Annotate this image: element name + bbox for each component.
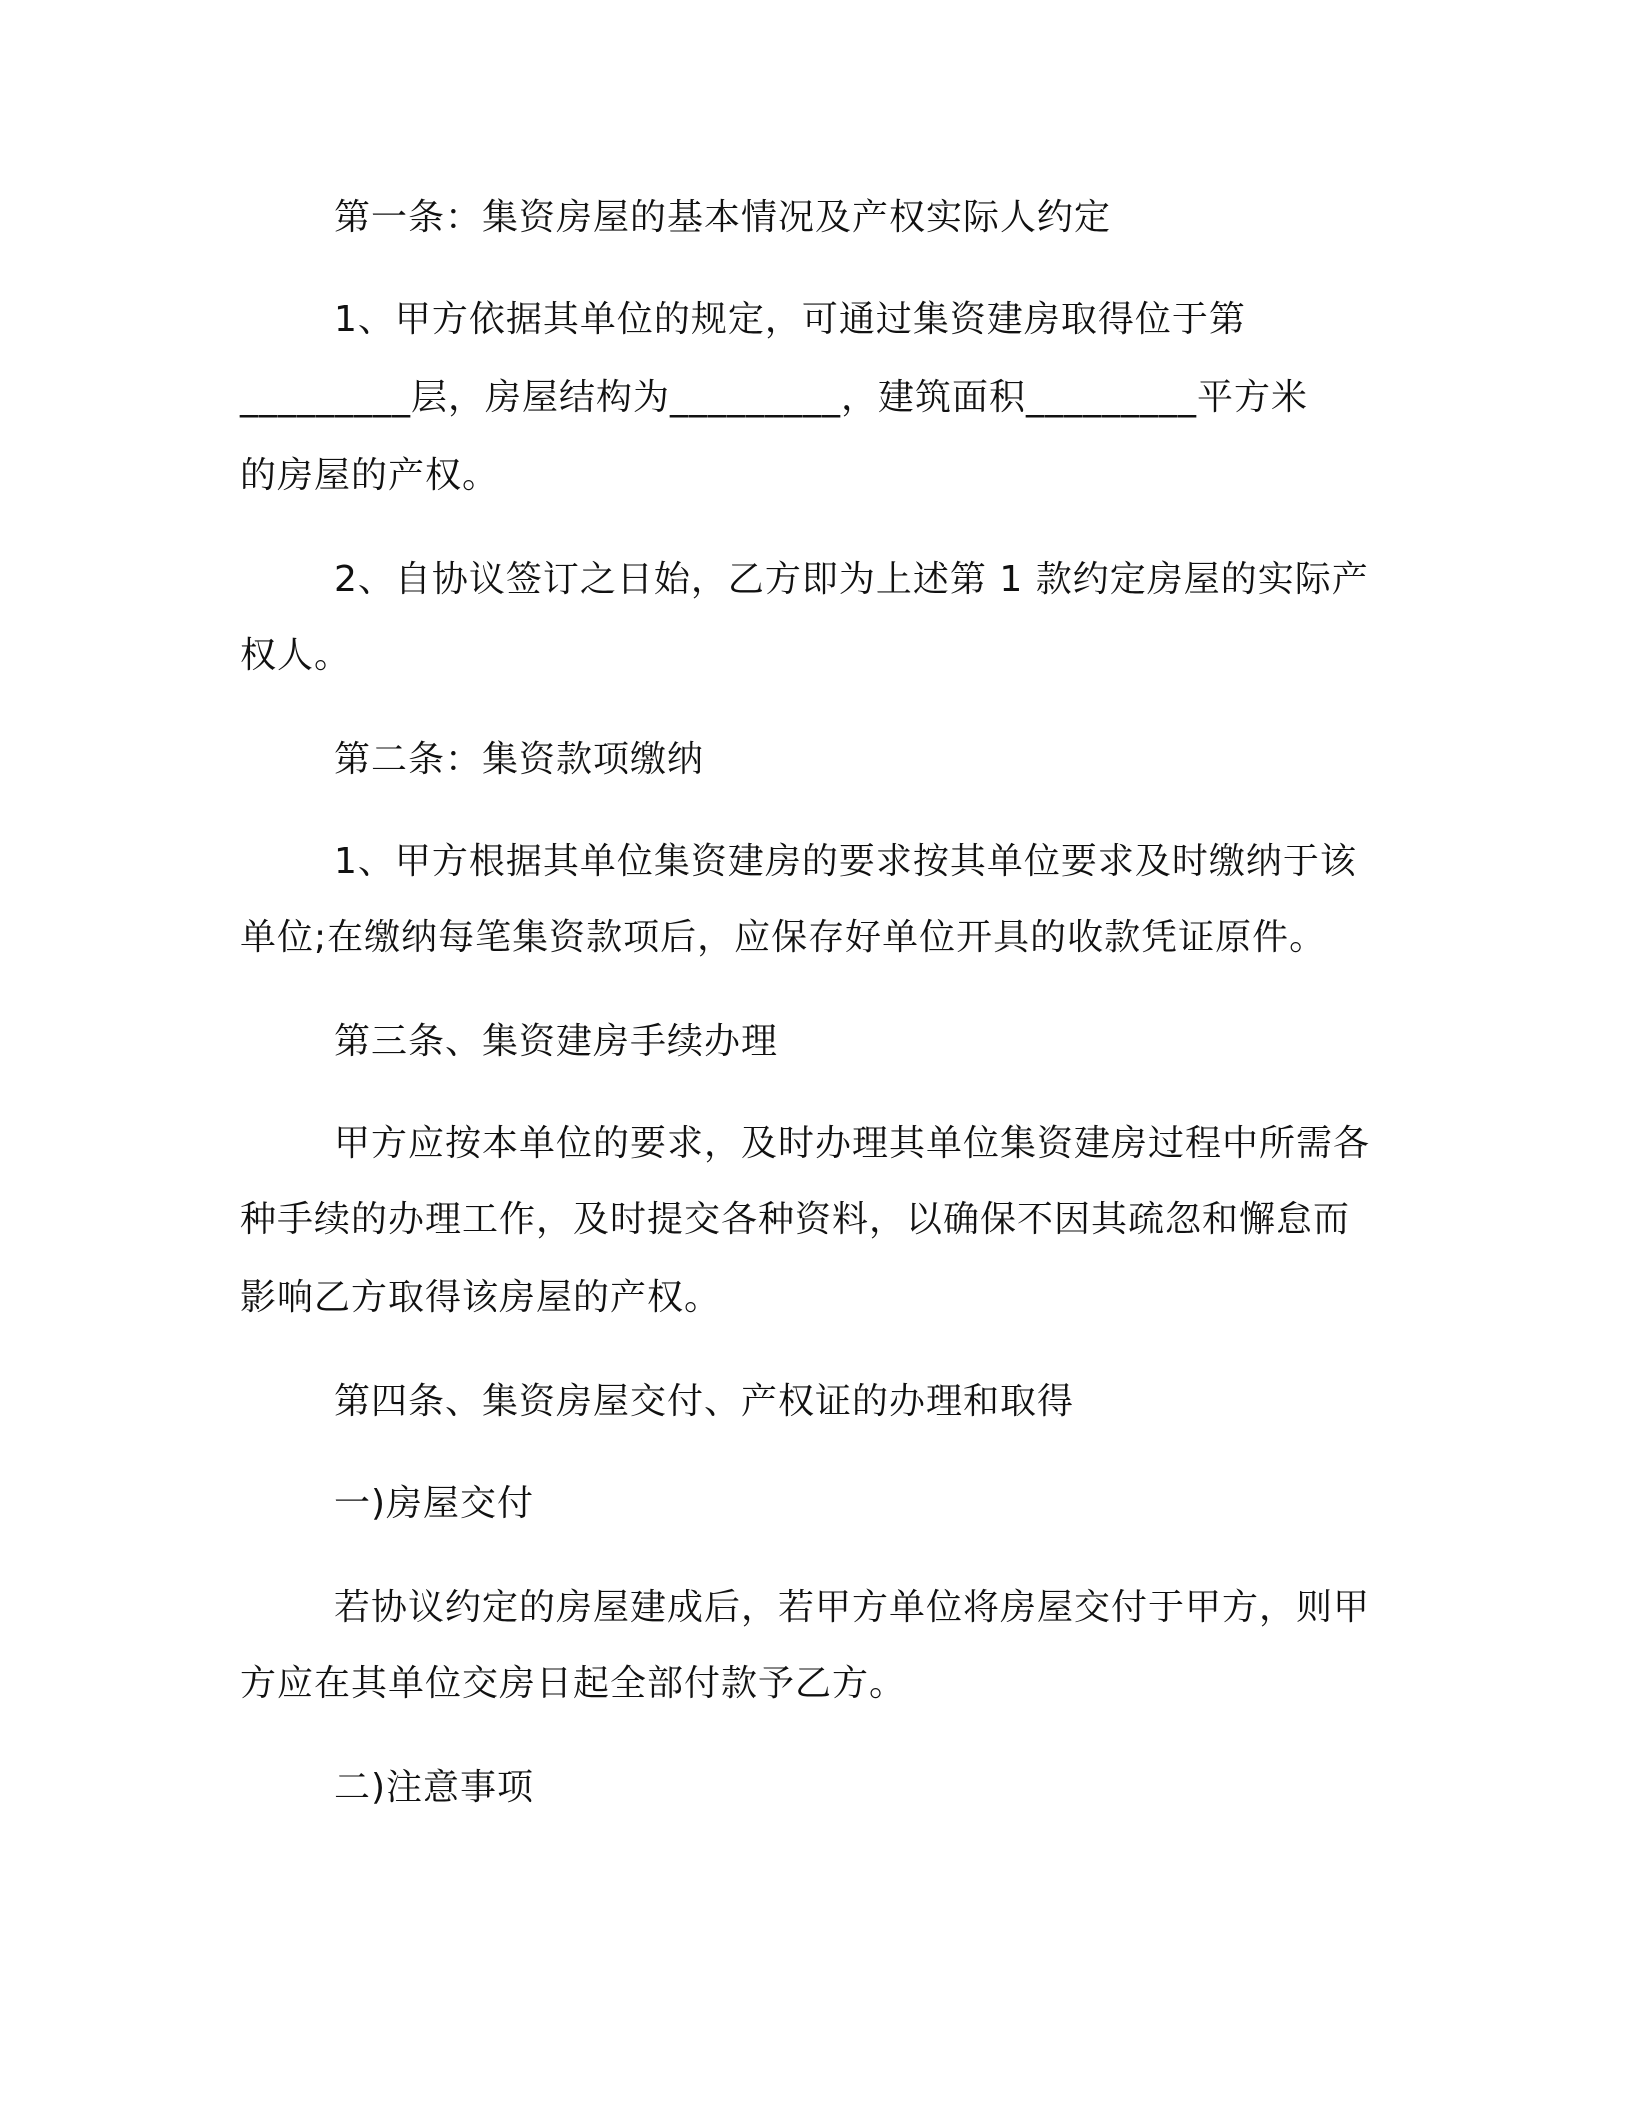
article1-clause2-line1: 2、自协议签订之日始，乙方即为上述第 1 款约定房屋的实际产	[334, 559, 1369, 600]
article1-clause1-line3: 的房屋的产权。	[240, 455, 500, 496]
article2-clause1-line1: 1、甲方根据其单位集资建房的要求按其单位要求及时缴纳于该	[334, 841, 1357, 882]
article4-section1-line2: 方应在其单位交房日起全部付款予乙方。	[240, 1663, 907, 1704]
article3-para-line1: 甲方应按本单位的要求，及时办理其单位集资建房过程中所需各	[334, 1123, 1371, 1164]
article1-clause1-line1: 1、甲方依据其单位的规定，可通过集资建房取得位于第	[334, 299, 1246, 340]
article4-section1-heading: 一)房屋交付	[334, 1483, 535, 1524]
article1-clause2-line2: 权人。	[240, 635, 352, 676]
article1-clause1-line2: _________层，房屋结构为_________，建筑面积_________平方米	[240, 377, 1309, 418]
article4-section2-heading: 二)注意事项	[334, 1767, 535, 1808]
article3-heading: 第三条、集资建房手续办理	[334, 1021, 779, 1062]
article3-para-line2: 种手续的办理工作，及时提交各种资料，以确保不因其疏忽和懈怠而	[240, 1199, 1351, 1240]
article2-heading: 第二条：集资款项缴纳	[334, 739, 705, 780]
article2-clause1-line2: 单位;在缴纳每笔集资款项后，应保存好单位开具的收款凭证原件。	[240, 917, 1327, 958]
article4-heading: 第四条、集资房屋交付、产权证的办理和取得	[334, 1381, 1075, 1422]
article4-section1-line1: 若协议约定的房屋建成后，若甲方单位将房屋交付于甲方，则甲	[334, 1587, 1371, 1628]
article3-para-line3: 影响乙方取得该房屋的产权。	[240, 1277, 722, 1318]
article1-heading: 第一条：集资房屋的基本情况及产权实际人约定	[334, 197, 1112, 238]
